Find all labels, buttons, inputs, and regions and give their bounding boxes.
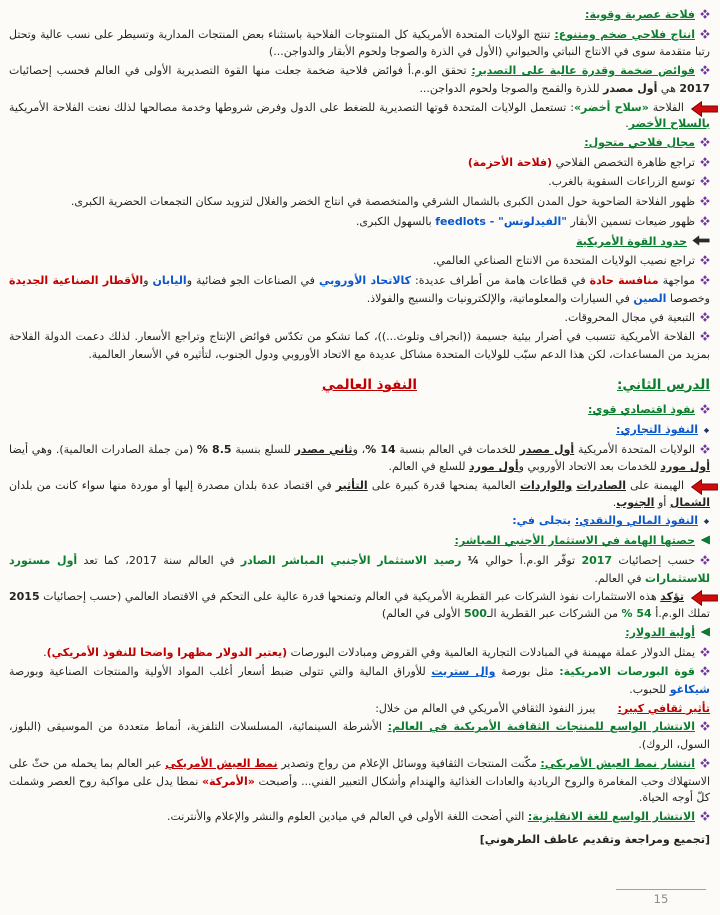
text-segment: في قطاعات هامة من أطراف عديدة: [411, 274, 590, 288]
diamond-bullet-icon [700, 403, 710, 420]
text-segment: الانتشار الواسع للغة الانقليزية: [527, 809, 695, 823]
text-segment: للسلع في العالم. [388, 460, 469, 474]
text-segment: تراجع نصيب الولايات المتحدة من الانتاج الصناعي العالمي. [432, 254, 695, 268]
doc-line [9, 478, 710, 511]
doc-line [9, 27, 710, 61]
text-segment: 14 % [365, 442, 396, 456]
text-segment: [تجميع ومراجعة وتقديم عاطف الطرهوني] [479, 832, 710, 846]
diamond-bullet-icon [700, 195, 710, 212]
red-arrow-icon [691, 479, 718, 495]
text-segment: الصين [633, 291, 667, 305]
black-arrow-icon [692, 235, 710, 252]
text-segment: . [625, 117, 629, 131]
text-segment: 2017 [581, 553, 613, 567]
red-arrow-icon [691, 590, 718, 606]
text-segment: الصادرات [576, 479, 626, 493]
doc-line [9, 7, 710, 25]
diamond-bullet-icon [700, 175, 710, 192]
text-segment: مجال فلاحي متحول: [584, 136, 695, 150]
text-segment: هي [657, 81, 680, 95]
doc-line [9, 253, 710, 271]
text-segment: قوة البورصات الامريكية: [559, 665, 695, 679]
diamond-bullet-icon [700, 254, 710, 271]
text-segment: الأولى في العالم) [381, 607, 464, 621]
doc-line [9, 214, 710, 232]
text-segment: الهيمنة على [626, 479, 685, 493]
doc-line [9, 442, 710, 476]
text-segment: ، و [352, 442, 366, 456]
text-segment: تحقق الو.م.أ فوائض فلاحية ضخمة جعلت منها القوة التصديرية الأولى في العالم فحسب إحصائيات [9, 64, 472, 78]
doc-line [9, 63, 710, 97]
credits-note [9, 832, 710, 849]
text-segment: وخصوصا [666, 291, 710, 305]
text-segment: الأقطار الصناعية الجديدة [9, 274, 144, 288]
text-segment: التأثير [335, 479, 368, 493]
doc-line [9, 234, 710, 252]
text-segment: أو [654, 495, 670, 509]
page-footer [616, 889, 706, 906]
doc-line [9, 645, 710, 663]
doc-line [9, 194, 710, 212]
text-segment: النفوذ العالمي [321, 376, 417, 393]
doc-line [9, 589, 710, 622]
text-segment: مثل بورصة [495, 665, 560, 679]
doc-line [9, 664, 710, 698]
doc-line [9, 809, 710, 827]
text-segment: الولايات المتحدة الأمريكية [574, 442, 696, 456]
doc-line [9, 719, 710, 753]
text-segment: الجنوب [616, 495, 655, 509]
text-segment: ظهور ضيعات تسمين الأبقار [566, 214, 695, 228]
text-segment: الشمال [669, 495, 710, 509]
diamond-bullet-icon [700, 720, 710, 737]
text-segment: مواجهة [658, 274, 696, 288]
text-segment: حدود القوة الأمريكية [576, 234, 687, 248]
diamond-bullet-icon [700, 64, 710, 81]
text-segment: نفوذ اقتصادي قوي: [588, 403, 695, 417]
text-segment: حصتها الهامة في الاستثمار الأجنبي المباشر: [454, 534, 695, 548]
sub-bullet-icon [703, 514, 710, 531]
doc-line [9, 329, 710, 363]
text-segment: 2015 [9, 590, 40, 604]
text-segment: ظهور الفلاحة الضاحوية حول المدن الكبرى بالشمال الشرقي والمتخصصة في انتاج الخضر والغلال لتزويد سكان التجمعات الحضرية الكبرى. [70, 195, 695, 209]
text-segment: «سلاح أخضر» [573, 100, 649, 114]
doc-line [9, 100, 710, 133]
text-segment: يتجلى في: [512, 514, 575, 528]
text-segment: من الشركات عبر القطرية الـ [486, 607, 622, 621]
green-arrow-bullet-icon [700, 534, 710, 551]
text-segment: أولية الدولار: [625, 625, 695, 639]
sub-bullet-icon [703, 423, 710, 440]
text-segment: أول مصدر [519, 442, 575, 456]
diamond-bullet-icon [700, 274, 710, 291]
text-segment: فوائض ضخمة وقدرة عالية على التصدير: [471, 64, 695, 78]
diamond-bullet-icon [700, 330, 710, 347]
text-segment: في السيارات والمعلوماتية، والإلكترونيات والنسيج والفولاذ. [366, 291, 634, 305]
text-segment: أول مصدر [603, 81, 658, 95]
text-segment: الانتشار الواسع للمنتجات الثقافية الأمريكية في العالم: [387, 720, 695, 734]
text-segment: توفّر الو.م.أ حوالي [479, 553, 582, 567]
text-segment: في الصناعات الجو فضائية و [186, 274, 319, 288]
text-segment: 8.5 % [196, 442, 232, 456]
text-segment: الفلاحة [648, 100, 684, 114]
doc-line [9, 310, 710, 328]
text-segment: 500 [463, 607, 487, 621]
text-segment: الفلاحة الأمريكية تتسبب في أضرار بيئية جسيمة ((انجراف وتلوث...))، كما تشكو من تكدّس فوائض الإنتاج وتراجع الأسعار. لذلك دعمت الدولة الفلاحة بمزيد من المساعدات، لكن هذا الدعم سبّب للولايات المتحدة مشاكل عديدة مع الاتحاد الأوروبي ودول الجنوب، لتأثيره في الأسعار العالمية. [9, 330, 710, 361]
spacer [595, 711, 617, 712]
text-segment: للخدمات في العالم بنسبة [395, 442, 520, 456]
text-segment: العالمية يمنحها قدرة كبيرة على [367, 479, 520, 493]
doc-line [9, 625, 710, 643]
text-segment: 2017 [679, 81, 710, 95]
diamond-bullet-icon [700, 156, 710, 173]
text-segment: في العالم سنة 2017، كما تعد [77, 553, 241, 567]
text-segment: (من جملة الصادرات العالمية). وهي أيضا [9, 442, 197, 456]
diamond-bullet-icon [700, 810, 710, 827]
text-segment: (يعتبر الدولار مظهرا واضحا للنفوذ الأمريكي) [46, 645, 288, 659]
doc-line [9, 513, 710, 531]
doc-line [9, 135, 710, 153]
green-arrow-bullet-icon [700, 626, 710, 643]
text-segment: بالسلاح الأخضر [628, 117, 710, 131]
text-segment: كالاتحاد الأوروبي [318, 274, 412, 288]
doc-line [9, 402, 710, 420]
text-segment: أول مورد [469, 460, 519, 474]
text-segment: مكّنت المنتجات الثقافية ووسائل الإعلام من رواج وتصدير [277, 756, 541, 770]
text-segment: شيكاغو [669, 682, 710, 696]
diamond-bullet-icon [700, 665, 710, 682]
text-segment: في اقتصاد عدة بلدان مصدرة إليها أو موردة منها سواء كانت من بلدان [9, 479, 336, 493]
text-segment: الدرس الثاني: [617, 376, 710, 393]
diamond-bullet-icon [700, 757, 710, 774]
text-segment: والواردات [519, 479, 573, 493]
diamond-bullet-icon [700, 8, 710, 25]
doc-line [9, 533, 710, 551]
doc-line [9, 701, 710, 718]
text-segment: التي أضحت اللغة الأولى في العالم في ميادين العلوم والنشر والإعلام والأنترنت. [166, 809, 528, 823]
text-segment: للسلع بنسبة [231, 442, 295, 456]
text-segment: للخدمات بعد الاتحاد الأوروبي و [518, 460, 661, 474]
doc-line [9, 174, 710, 192]
text-segment: انتاج فلاحي ضخم ومتنوع: [554, 27, 695, 41]
text-segment: أول مستورد للاستثمارات [9, 553, 710, 585]
text-segment: . [612, 495, 617, 509]
text-segment: 54 % [621, 607, 652, 621]
text-segment: للأوراق المالية والتي تتولى ضبط أسعار أغلب المواد الأولية والمنتجات الصناعية وبورصة [9, 665, 432, 679]
text-segment: تنتج الولايات المتحدة الأمريكية كل المنتوجات الفلاحية باستثناء بعض المنتجات المدارية وتسيطر على نسب عالية وتحتل رتبا متقدمة سوى في الانتاج النباتي والحيواني (الأول في الذرة والصوجا ولحوم الأبقار والدواجن...) [9, 27, 710, 59]
text-segment: وال ستريت [431, 665, 496, 679]
text-segment: منافسة حادة [589, 274, 659, 288]
text-segment: نمطا يدل على مواكبة روح العصر وشملت كلّ أوجه الحياة. [9, 774, 710, 805]
text-segment: للحبوب. [629, 682, 670, 696]
text-segment: ثاني مصدر [294, 442, 353, 456]
text-segment: : تستعمل الولايات المتحدة قوتها التصديرية للضغط على الدول وفرض شروطها وخدمة مصالحها لذلك نعتت الفلاحة الأمريكية [9, 100, 574, 114]
diamond-bullet-icon [700, 646, 710, 663]
text-segment: تؤكد [660, 590, 684, 604]
text-segment: ¼ [467, 553, 480, 567]
doc-line [9, 553, 710, 587]
diamond-bullet-icon [700, 554, 710, 571]
text-segment: و [143, 274, 153, 288]
diamond-bullet-icon [700, 28, 710, 45]
doc-line [9, 756, 710, 807]
page-number: 15 [653, 892, 669, 906]
text-segment: رصيد الاستثمار الأجنبي المباشر الصادر [240, 553, 462, 567]
text-segment: أول مورد [660, 460, 710, 474]
text-segment: "الفيدلوتس" - feedlots [435, 214, 567, 228]
text-segment: بالسهول الكبرى. [355, 214, 436, 228]
text-segment: يبرز النفوذ الثقافي الأمريكي في العالم من خلال: [375, 701, 596, 715]
red-arrow-icon [691, 101, 718, 117]
text-segment: . [43, 645, 47, 659]
diamond-bullet-icon [700, 311, 710, 328]
lesson-title [9, 375, 710, 396]
text-segment: توسع الزراعات السقوية بالغرب. [548, 175, 695, 189]
text-segment: النفوذ المالي والنقدي: [574, 514, 698, 528]
text-segment: التبعية في مجال المحروقات. [564, 310, 695, 324]
text-segment: (فلاحة الأحزمة) [467, 155, 553, 169]
diamond-bullet-icon [700, 215, 710, 232]
document-content [9, 7, 710, 848]
doc-line [9, 422, 710, 440]
text-segment: اليابان [152, 274, 187, 288]
text-segment: تملك الو.م.أ [651, 607, 710, 621]
text-segment: انتشار نمط العيش الأمريكي: [540, 756, 696, 770]
text-segment: يمثل الدولار عملة مهيمنة في المبادلات التجارية العالمية وفي القروض ومبادلات البورصات [287, 645, 695, 659]
text-segment: النفوذ التجاري: [616, 422, 698, 436]
text-segment: فلاحة عصرية وقوية: [585, 8, 695, 21]
text-segment: تأثير ثقافي كبير: [617, 701, 710, 715]
text-segment: عبر العالم بما يحمله من حثّ على الاستهلاك وحب المغامرة والروح الريادية والعادات الغذائية والهندام وأشكال التعبير الفني... وأصبحت [9, 756, 710, 788]
doc-line [9, 273, 710, 307]
spacer [417, 388, 617, 389]
text-segment: هذه الاستثمارات نفوذ الشركات عبر القطرية الأمريكية في العالم وتمنحها قدرة عالية على التحكم في الاقتصاد العالمي (حسب إحصائيات [39, 590, 661, 604]
text-segment: نمط العيش الأمريكي [165, 756, 278, 770]
text-segment: تراجع ظاهرة التخصص الفلاحي [552, 155, 695, 169]
text-segment: «الأمركة» [201, 774, 255, 788]
text-segment: الأشرطة السينمائية، المسلسلات التلفزية، أنماط متعددة من الموسيقى (البلوز، السول، الروك). [9, 720, 710, 752]
diamond-bullet-icon [700, 136, 710, 153]
text-segment: في العالم. [594, 571, 646, 585]
diamond-bullet-icon [700, 443, 710, 460]
text-segment: حسب إحصائيات [612, 553, 696, 567]
text-segment: للذرة والقمح والصوجا ولحوم الدواجن... [419, 81, 604, 95]
doc-line [9, 155, 710, 173]
